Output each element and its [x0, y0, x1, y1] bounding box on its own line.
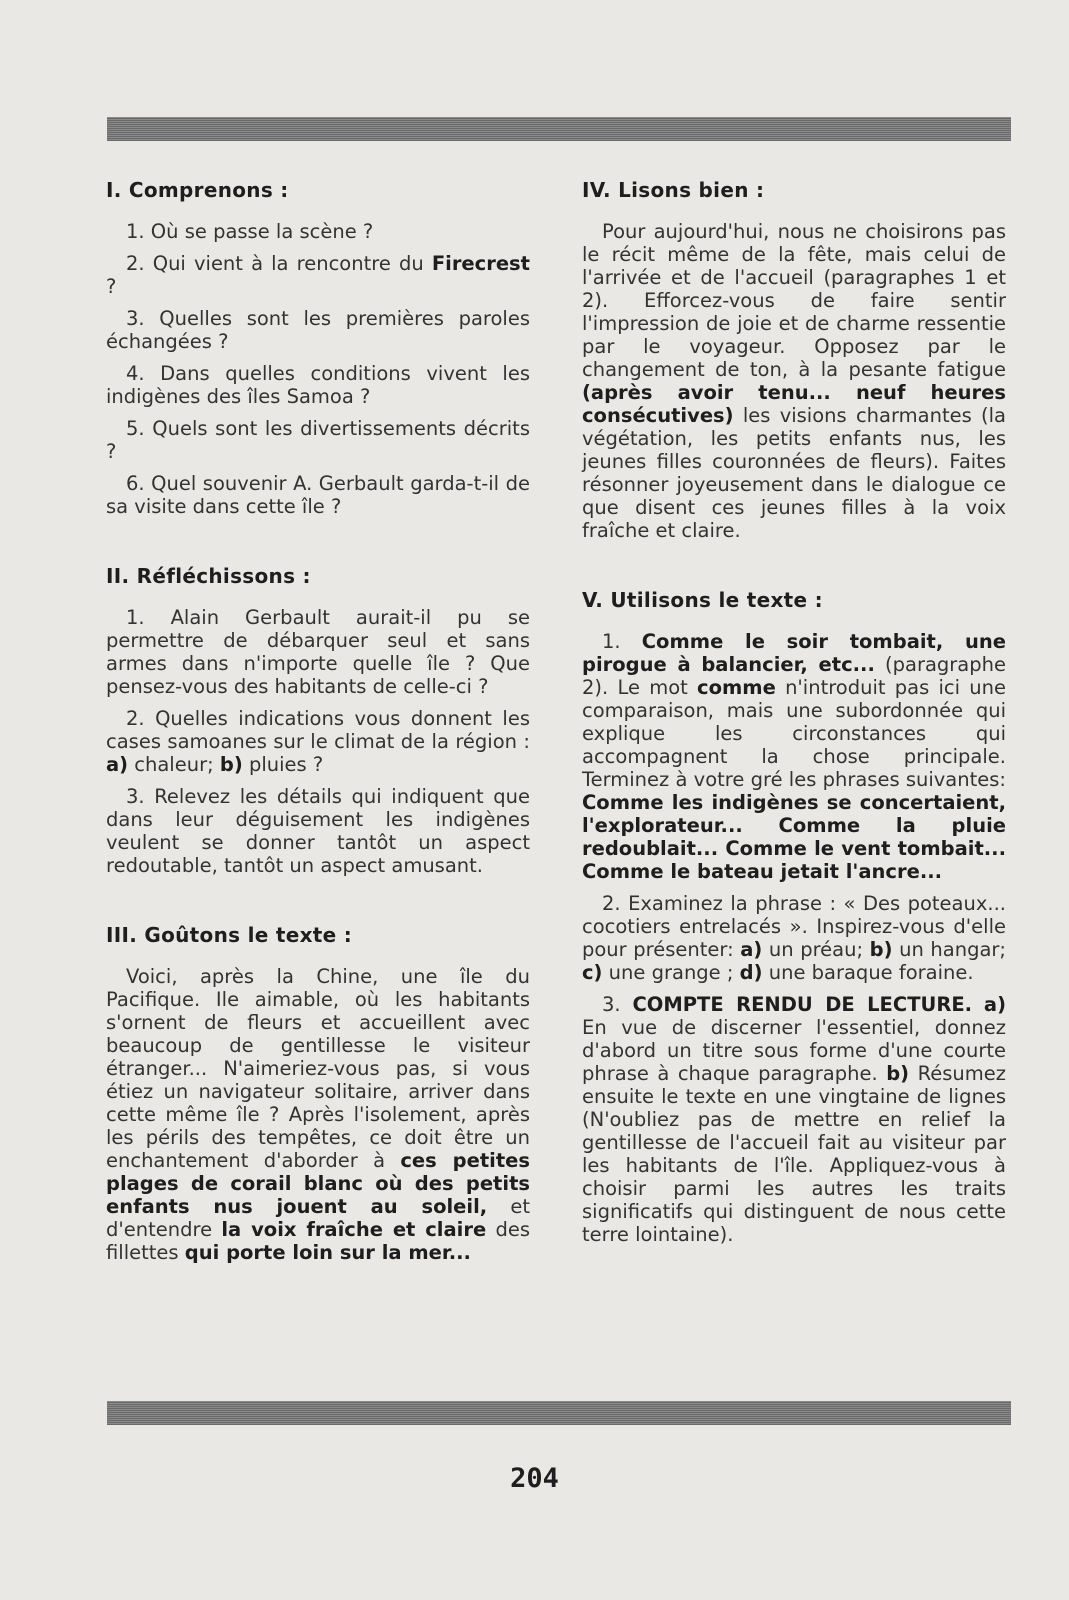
question-2: 2. Quelles indications vous donnent les cases samoanes sur le climat de la région : a) chaleur; b) pluies ?: [106, 707, 530, 776]
section-utilisons: [582, 588, 1006, 1246]
paragraph: Voici, après la Chine, une île du Pacifique. Ile aimable, où les habitants s'ornent de fleurs et accueillent avec beaucoup de gentillesse le visiteur étranger... N'aimeriez-vous pas, si vous étiez un navigateur solitaire, arriver dans cette même île ? Après l'isolement, après les périls des tempêtes, ce doit être un enchantement d'aborder à ces petites plages de corail blanc où des petits enfants nus jouent au soleil, et d'entendre la voix fraîche et claire des fillettes qui porte loin sur la mer...: [106, 965, 531, 1264]
exercise-3: 3. COMPTE RENDU DE LECTURE. a) En vue de discerner l'essentiel, donnez d'abord un titre sous forme d'une courte phrase à chaque paragraphe. b) Résumez ensuite le texte en une vingtaine de lignes (N'oubliez pas de mettre en relief la gentillesse de l'accueil fait au visiteur par les habitants de l'île. Appliquez-vous à choisir parmi les autres les traits significatifs qui distinguent de nous cette terre lointaine).: [582, 993, 1006, 1246]
question-6: 6. Quel souvenir A. Gerbault garda-t-il de sa visite dans cette île ?: [106, 472, 530, 518]
top-rule-bar: [107, 117, 1011, 141]
question-4: 4. Dans quelles conditions vivent les indigènes des îles Samoa ?: [106, 362, 530, 408]
left-column: [106, 178, 530, 1310]
section-lisons: [582, 178, 1006, 542]
section-title-reflechissons: II. Réfléchissons :: [106, 564, 311, 588]
page-number: 204: [510, 1463, 559, 1494]
section-comprenons: [106, 178, 530, 518]
question-1: 1. Alain Gerbault aurait-il pu se permettre de débarquer seul et sans armes dans n'importe quelle île ? Que pensez-vous des habitants de celle-ci ?: [106, 606, 530, 698]
paragraph: Pour aujourd'hui, nous ne choisirons pas le récit même de la fête, mais celui de l'arrivée et de l'accueil (paragraphes 1 et 2). Efforcez-vous de faire sentir l'impression de joie et de charme ressentie par le voyageur. Opposez par le changement de ton, à la pesante fatigue (après avoir tenu... neuf heures consécutives) les visions charmantes (la végétation, les petits enfants nus, les jeunes filles couronnées de fleurs). Faites résonner joyeusement dans le dialogue ce que disent ces jeunes filles à la voix fraîche et claire.: [582, 220, 1006, 542]
exercise-1: 1. Comme le soir tombait, une pirogue à balancier, etc... (paragraphe 2). Le mot comme n'introduit pas ici une comparaison, mais une subordonnée qui explique les circonstances qui accompagnent la chose principale. Terminez à votre gré les phrases suivantes: Comme les indigènes se concertaient, l'explorateur... Comme la pluie redoublait... Comme le vent tombait... Comme le bateau jetait l'ancre...: [582, 630, 1007, 883]
right-column: [582, 178, 1006, 1292]
section-title-goutons: III. Goûtons le texte :: [106, 923, 353, 947]
exercise-2: 2. Examinez la phrase : « Des poteaux... cocotiers entrelacés ». Inspirez-vous d'elle pour présenter: a) un préau; b) un hangar; c) une grange ; d) une baraque foraine.: [582, 892, 1006, 984]
question-1: 1. Où se passe la scène ?: [126, 220, 374, 243]
question-3: 3. Quelles sont les premières paroles échangées ?: [106, 307, 530, 353]
section-title-utilisons: V. Utilisons le texte :: [582, 588, 823, 612]
section-title-comprenons: I. Comprenons :: [106, 178, 289, 202]
section-goutons: [106, 923, 530, 1264]
bottom-rule-bar: [107, 1401, 1011, 1425]
question-3: 3. Relevez les détails qui indiquent que dans leur déguisement les indigènes veulent se donner tantôt un aspect redoutable, tantôt un aspect amusant.: [106, 785, 530, 877]
question-2: 2. Qui vient à la rencontre du Firecrest ?: [106, 252, 530, 298]
question-5: 5. Quels sont les divertissements décrits ?: [106, 417, 530, 463]
section-title-lisons: IV. Lisons bien :: [582, 178, 765, 202]
section-reflechissons: [106, 564, 530, 877]
